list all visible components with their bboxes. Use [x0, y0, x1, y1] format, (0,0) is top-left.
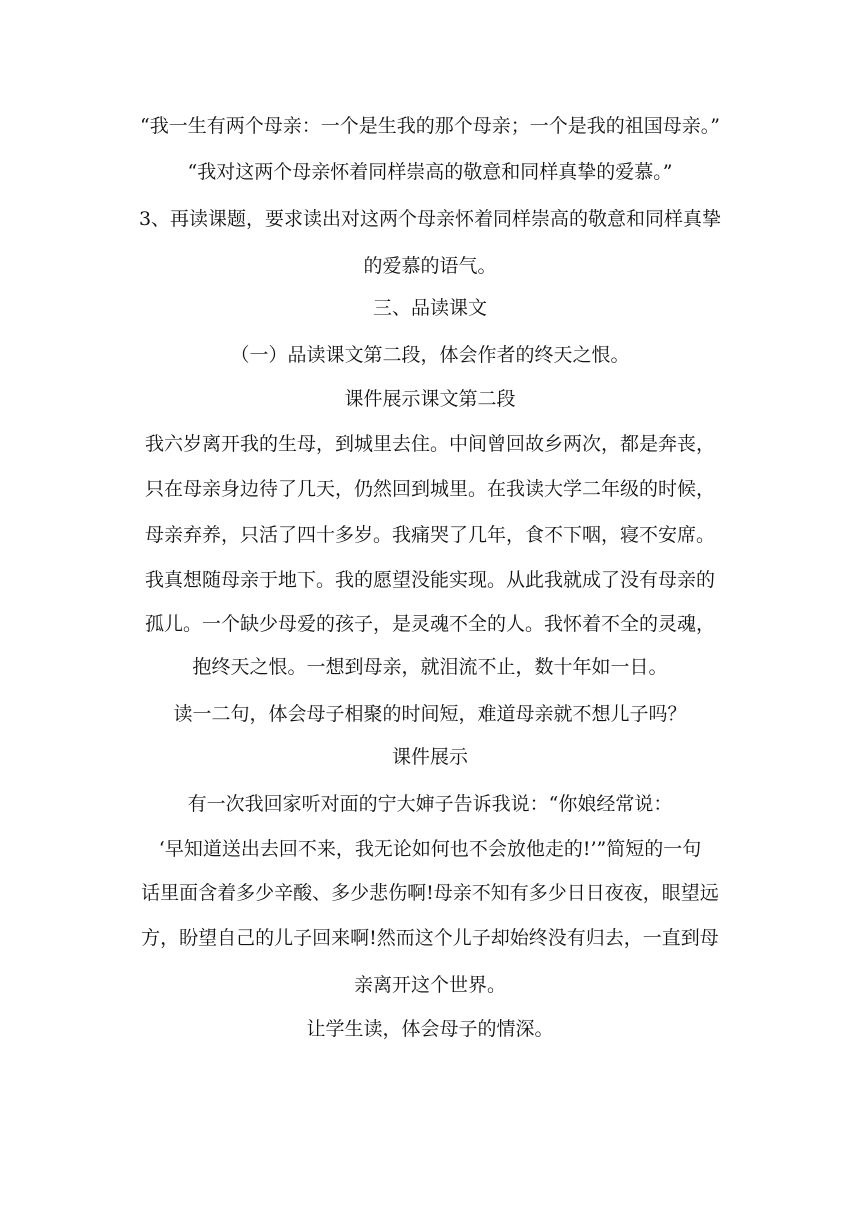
- excerpt-line-6: 抱终天之恨。一想到母亲，就泪流不止，数十年如一日。: [192, 656, 668, 678]
- courseware-label-1: 课件展示课文第二段: [344, 388, 516, 410]
- task-3-line-1: 3、再读课题，要求读出对这两个母亲怀着同样崇高的敬意和同样真挚: [138, 208, 722, 230]
- excerpt-line-4: 我真想随母亲于地下。我的愿望没能实现。从此我就成了没有母亲的: [144, 569, 715, 591]
- story-line-1: 有一次我回家听对面的宁大婶子告诉我说：“你娘经常说：: [187, 793, 673, 815]
- story-line-4: 方，盼望自己的儿子回来啊!然而这个儿子却始终没有归去，一直到母: [141, 927, 719, 949]
- excerpt-line-1: 我六岁离开我的生母，到城里去住。中间曾回故乡两次，都是奔丧，: [144, 433, 715, 455]
- task-3-line-2: 的爱慕的语气。: [363, 255, 497, 277]
- reading-instruction: 读一二句，体会母子相聚的时间短，难道母亲就不想儿子吗？: [173, 703, 687, 725]
- subsection-heading: （一）品读课文第二段，体会作者的终天之恨。: [230, 344, 630, 366]
- excerpt-line-3: 母亲弃养，只活了四十多岁。我痛哭了几年，食不下咽，寝不安席。: [144, 524, 715, 546]
- courseware-label-2: 课件展示: [391, 746, 468, 768]
- closing-instruction: 让学生读，体会母子的情深。: [306, 1018, 554, 1040]
- quote-line-2: “我对这两个母亲怀着同样崇高的敬意和同样真挚的爱慕。”: [187, 161, 673, 183]
- story-line-5: 亲离开这个世界。: [353, 974, 506, 996]
- quote-line-1: “我一生有两个母亲：一个是生我的那个母亲；一个是我的祖国母亲。”: [140, 115, 720, 137]
- excerpt-line-5: 孤儿。一个缺少母爱的孩子，是灵魂不全的人。我怀着不全的灵魂，: [144, 613, 715, 635]
- excerpt-line-2: 只在母亲身边待了几天，仍然回到城里。在我读大学二年级的时候，: [144, 478, 715, 500]
- section-heading: 三、品读课文: [372, 297, 487, 319]
- story-line-3: 话里面含着多少辛酸、多少悲伤啊!母亲不知有多少日日夜夜，眼望远: [141, 882, 719, 904]
- story-line-2: ‘早知道送出去回不来，我无论如何也不会放他走的!’”简短的一句: [158, 838, 702, 860]
